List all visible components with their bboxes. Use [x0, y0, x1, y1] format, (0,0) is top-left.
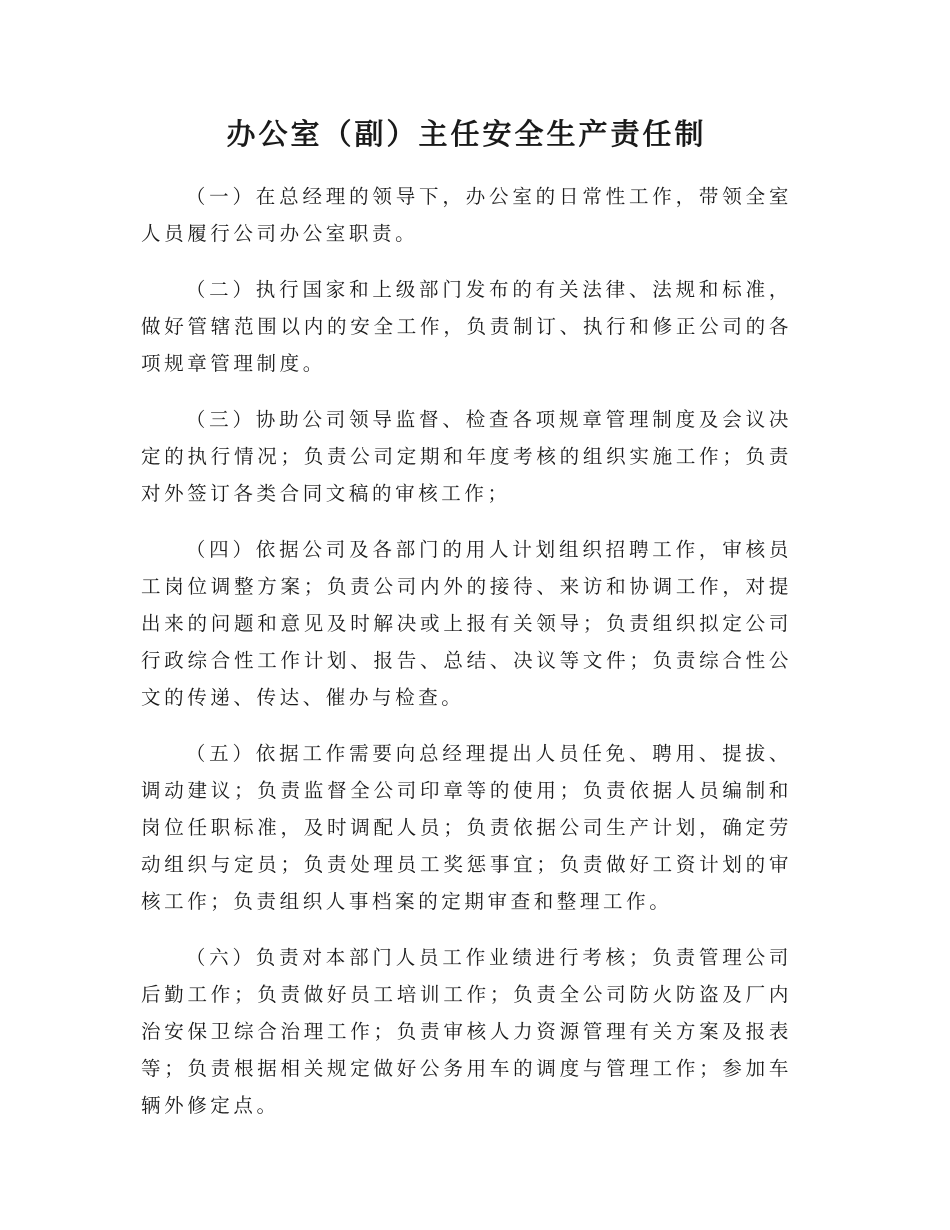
- paragraph-3: （三）协助公司领导监督、检查各项规章管理制度及会议决定的执行情况；负责公司定期和年度考核的组织实施工作；负责对外签订各类合同文稿的审核工作；: [141, 408, 792, 505]
- document-title: 办公室（副）主任安全生产责任制: [226, 117, 707, 151]
- paragraph-5: （五）依据工作需要向总经理提出人员任免、聘用、提拔、调动建议；负责监督全公司印章等的使用；负责依据人员编制和岗位任职标准，及时调配人员；负责依据公司生产计划，确定劳动组织与定员；负责处理员工奖惩事宜；负责做好工资计划的审核工作；负责组织人事档案的定期审查和整理工作。: [141, 742, 792, 913]
- paragraph-2: （二）执行国家和上级部门发布的有关法律、法规和标准，做好管辖范围以内的安全工作，负责制订、执行和修正公司的各项规章管理制度。: [141, 278, 792, 375]
- paragraph-1: （一）在总经理的领导下，办公室的日常性工作，带领全室人员履行公司办公室职责。: [141, 185, 792, 245]
- paragraph-6: （六）负责对本部门人员工作业绩进行考核；负责管理公司后勤工作；负责做好员工培训工作；负责全公司防火防盗及厂内治安保卫综合治理工作；负责审核人力资源管理有关方案及报表等；负责根据相关规定做好公务用车的调度与管理工作；参加车辆外修定点。: [141, 946, 792, 1117]
- paragraph-4: （四）依据公司及各部门的用人计划组织招聘工作，审核员工岗位调整方案；负责公司内外的接待、来访和协调工作，对提出来的问题和意见及时解决或上报有关领导；负责组织拟定公司行政综合性工作计划、报告、总结、决议等文件；负责综合性公文的传递、传达、催办与检查。: [141, 538, 792, 709]
